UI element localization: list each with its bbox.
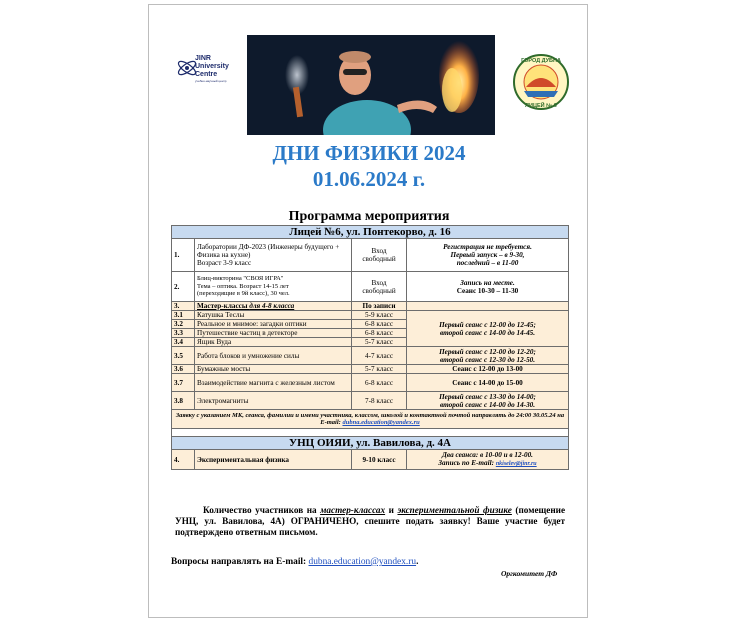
- table-row: [172, 311, 569, 320]
- row-number: 3.7: [172, 374, 195, 392]
- signup-email-link[interactable]: nkiselev@jinr.ru: [495, 461, 537, 467]
- activity-name: Катушка Теслы: [195, 311, 352, 320]
- row-number: 3.4: [172, 338, 195, 347]
- jinr-university-centre-logo: [175, 53, 235, 97]
- table-row: [172, 374, 569, 392]
- age-range: 6-8 класс: [352, 374, 407, 392]
- table-row: [172, 272, 569, 302]
- questions-email-link[interactable]: dubna.education@yandex.ru: [308, 557, 417, 567]
- activity-name: Взаимодействие магнита с железным листом: [195, 374, 352, 392]
- activity-name: Реальное и мнимое: загадки оптики: [195, 320, 352, 329]
- activity-name: Блиц-викторина "СВОЯ ИГРА" Тема – оптика. Возраст 14-15 лет (переходящие в 9й класс), 30 чел.: [195, 272, 352, 302]
- row-number: 3.8: [172, 392, 195, 410]
- access-type: Вход свободный: [352, 239, 407, 272]
- table-row: [172, 239, 569, 272]
- session-times: Первый сеанс с 13-30 до 14-00; второй сеанс с 14-00 до 14-30.: [407, 392, 569, 410]
- activity-name: Лаборатории ДФ-2023 (Инженеры будущего + Физика на кухне) Возраст 3-9 класс: [195, 239, 352, 272]
- program-heading: Программа мероприятия: [288, 209, 450, 224]
- spacer-row: [172, 429, 569, 437]
- spacer-cell: [172, 429, 569, 437]
- registration-note: Заявку с указанием МК, сеанса, фамилии и имени участника, классом, школой и контактной почтой направлять до 24:00 30.05.24 на E-mail: dubna.education@yandex.ru: [172, 410, 569, 429]
- session-times: Сеанс с 14-00 до 15-00: [407, 374, 569, 392]
- table-row: [172, 302, 569, 311]
- row-number: 3.3: [172, 329, 195, 338]
- questions-line: Вопросы направлять на E-mail: dubna.education@yandex.ru.: [171, 557, 419, 567]
- table-row: [172, 392, 569, 410]
- table-row: [172, 365, 569, 374]
- registration-email-link[interactable]: dubna.education@yandex.ru: [342, 419, 420, 426]
- age-range: 5-7 класс: [352, 365, 407, 374]
- participation-notice: Количество участников на мастер-классах и экспериментальной физике (помещение УНЦ, ул. Вавилова, 4А) ОГРАНИЧЕНО, спешите подать заявку! Ваше участие будет подтверждено ответным письмом.: [175, 505, 566, 537]
- row-number: 3.1: [172, 311, 195, 320]
- activity-name: Экспериментальная физика: [195, 450, 352, 470]
- section-header-row: [172, 437, 569, 450]
- section-header-lyceum: Лицей №6, ул. Понтекорво, д. 16: [172, 226, 569, 239]
- row-number: 1.: [172, 239, 195, 272]
- event-title: ДНИ ФИЗИКИ 2024: [272, 141, 466, 165]
- svg-text:ЛИЦЕЙ № 6: ЛИЦЕЙ № 6: [525, 103, 557, 109]
- svg-text:ГОРОД ДУБНА: ГОРОД ДУБНА: [521, 58, 561, 64]
- presenter-photo: [247, 35, 495, 135]
- row-number: 3.5: [172, 347, 195, 365]
- age-range: 9-10 класс: [352, 450, 407, 470]
- row-number: 4.: [172, 450, 195, 470]
- activity-info: Регистрация не требуется. Первый запуск – в 9-30, последний – в 11-00: [407, 239, 569, 272]
- jinr-logo-small-text: учебно-научный центр: [195, 79, 227, 83]
- table-row: [172, 347, 569, 365]
- row-number: 2.: [172, 272, 195, 302]
- access-type: Вход свободный: [352, 272, 407, 302]
- row-number: 3.: [172, 302, 195, 311]
- activity-name: Бумажные мосты: [195, 365, 352, 374]
- activity-name: Работа блоков и умножение силы: [195, 347, 352, 365]
- lyceum-6-emblem: [512, 53, 570, 111]
- row-number: 3.2: [172, 320, 195, 329]
- age-range: 6-8 класс: [352, 320, 407, 329]
- program-table: [171, 225, 569, 470]
- flyer-page: [148, 4, 588, 618]
- activity-info: Запись на месте. Сеанс 10-30 – 11-30: [407, 272, 569, 302]
- table-row: [172, 450, 569, 470]
- age-range: 7-8 класс: [352, 392, 407, 410]
- section-header-row: [172, 226, 569, 239]
- activity-name: Ящик Вуда: [195, 338, 352, 347]
- row-number: 3.6: [172, 365, 195, 374]
- age-range: 5-9 класс: [352, 311, 407, 320]
- session-times: Сеанс с 12-00 до 13-00: [407, 365, 569, 374]
- registration-note-row: [172, 410, 569, 429]
- activity-info: Два сеанса: в 10-00 и в 12-00. Запись по E-mail: nkiselev@jinr.ru: [407, 450, 569, 470]
- age-range: 5-7 класс: [352, 338, 407, 347]
- session-times: Первый сеанс с 12-00 до 12-45; второй сеанс с 14-00 до 14-45.: [407, 311, 569, 347]
- activity-name: Электромагниты: [195, 392, 352, 410]
- access-type: По записи: [352, 302, 407, 311]
- age-range: 4-7 класс: [352, 347, 407, 365]
- section-header-unc: УНЦ ОИЯИ, ул. Вавилова, д. 4А: [172, 437, 569, 450]
- session-times: Первый сеанс с 12-00 до 12-20; второй сеанс с 12-30 до 12-50.: [407, 347, 569, 365]
- organizing-committee-signature: Оргкомитет ДФ: [501, 569, 558, 578]
- jinr-logo-text: JINR University Centre: [195, 55, 229, 78]
- event-date: 01.06.2024 г.: [312, 167, 426, 191]
- activity-name: Мастер-классы для 4-8 класса: [195, 302, 352, 311]
- activity-name: Путешествие частиц в детекторе: [195, 329, 352, 338]
- age-range: 6-8 класс: [352, 329, 407, 338]
- activity-info: [407, 302, 569, 311]
